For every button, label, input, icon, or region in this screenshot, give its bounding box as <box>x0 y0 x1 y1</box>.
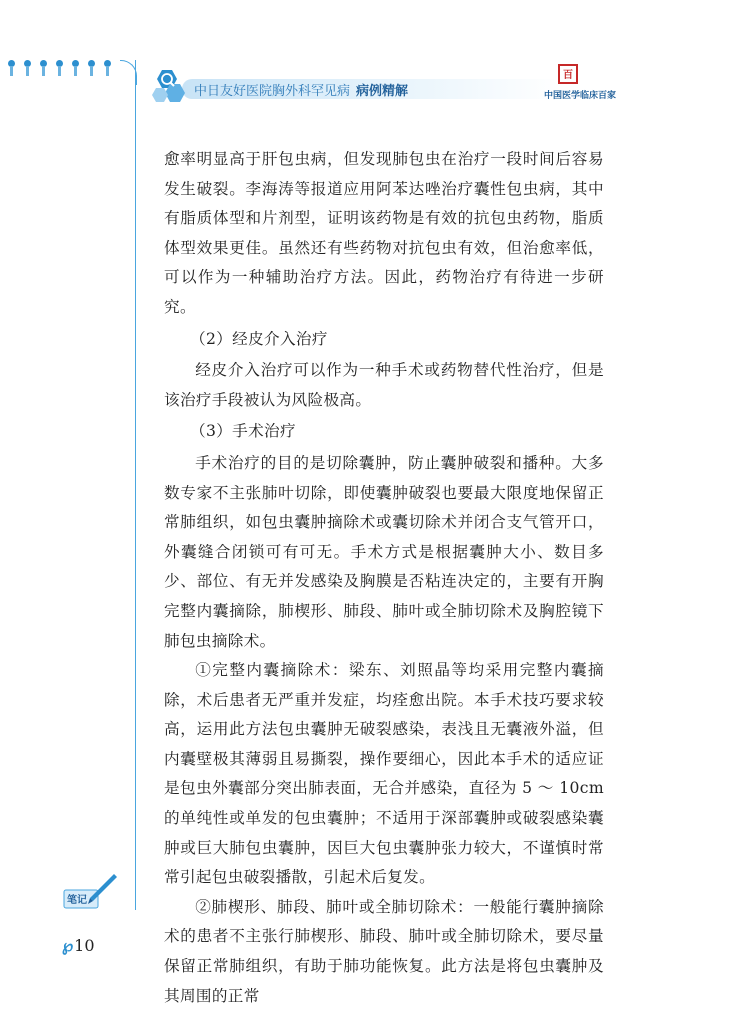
page-number <box>62 936 95 955</box>
notes-pen-icon <box>60 868 120 914</box>
binder-ring-icon <box>58 60 61 76</box>
binder-ring-icon <box>74 60 77 76</box>
binder-ring-icon <box>10 60 13 76</box>
header-title <box>194 80 408 99</box>
notes-label: 笔记 <box>67 895 87 906</box>
subheading: （2）经皮介入治疗 <box>190 329 328 348</box>
binder-ring-icon <box>90 60 93 76</box>
binder-ring-icon <box>26 60 29 76</box>
body-text <box>164 145 604 1011</box>
paragraph: ②肺楔形、肺段、肺叶或全肺切除术：一般能行囊肿摘除术的患者不主张行肺楔形、肺段、肺叶或全肺切除术，要尽量保留正常肺组织，有助于肺功能恢复。此方法是将包虫囊肿及其周围的正常 <box>164 897 604 1005</box>
margin-line <box>135 60 146 910</box>
header-title-emphasis: 病例精解 <box>356 84 409 99</box>
paragraph: 经皮介入治疗可以作为一种手术或药物替代性治疗，但是该治疗手段被认为风险极高。 <box>164 361 604 409</box>
paragraph: ①完整内囊摘除术：梁东、刘照晶等均采用完整内囊摘除，术后患者无严重并发症，均痊愈出院。本手术技巧要求较高，运用此方法包虫囊肿无破裂感染，表浅且无囊液外溢，但内囊壁极其薄弱且易撕裂，操作要细心，因此本手术的适应证是包虫外囊部分突出肺表面，无合并感染，直径为 5 ～ 10cm 的单纯性或单发的包虫囊肿；不适用于深部囊肿或破裂感染囊肿或巨大肺包虫囊肿，因巨大包虫囊肿张力较大，不谨慎时常常引起包虫破裂播散，引起术后复发。 <box>164 661 604 887</box>
binder-ring-icon <box>106 60 109 76</box>
binder-rings <box>0 60 135 82</box>
page-flourish-icon: ℘ <box>62 936 74 955</box>
paragraph: 愈率明显高于肝包虫病，但发现肺包虫在治疗一段时间后容易发生破裂。李海涛等报道应用阿苯达唑治疗囊性包虫病，其中有脂质体型和片剂型，证明该药物是有效的抗包虫药物，脂质体型效果更佳。虽然还有些药物对抗包虫有效，但治愈率低，可以作为一种辅助治疗方法。因此，药物治疗有待进一步研究。 <box>164 150 604 316</box>
header-title-text: 中日友好医院胸外科罕见病 <box>194 84 351 99</box>
binder-ring-icon <box>42 60 45 76</box>
subheading: （3）手术治疗 <box>190 422 296 441</box>
seal-logo: 百 <box>558 64 578 84</box>
paragraph: 手术治疗的目的是切除囊肿，防止囊肿破裂和播种。大多数专家不主张肺叶切除，即使囊肿破裂也要最大限度地保留正常肺组织，如包虫囊肿摘除术或囊切除术并闭合支气管开口，外囊缝合闭锁可有可无。手术方式是根据囊肿大小、数目多少、部位、有无并发感染及胸膜是否粘连决定的，主要有开胸完整内囊摘除，肺楔形、肺段、肺叶或全肺切除术及胸腔镜下肺包虫摘除术。 <box>164 453 604 650</box>
page-header <box>150 68 730 106</box>
magnifier-hexagon-icon <box>150 68 190 108</box>
page-number-text: 10 <box>74 936 95 955</box>
series-name: 中国医学临床百家 <box>543 91 616 101</box>
